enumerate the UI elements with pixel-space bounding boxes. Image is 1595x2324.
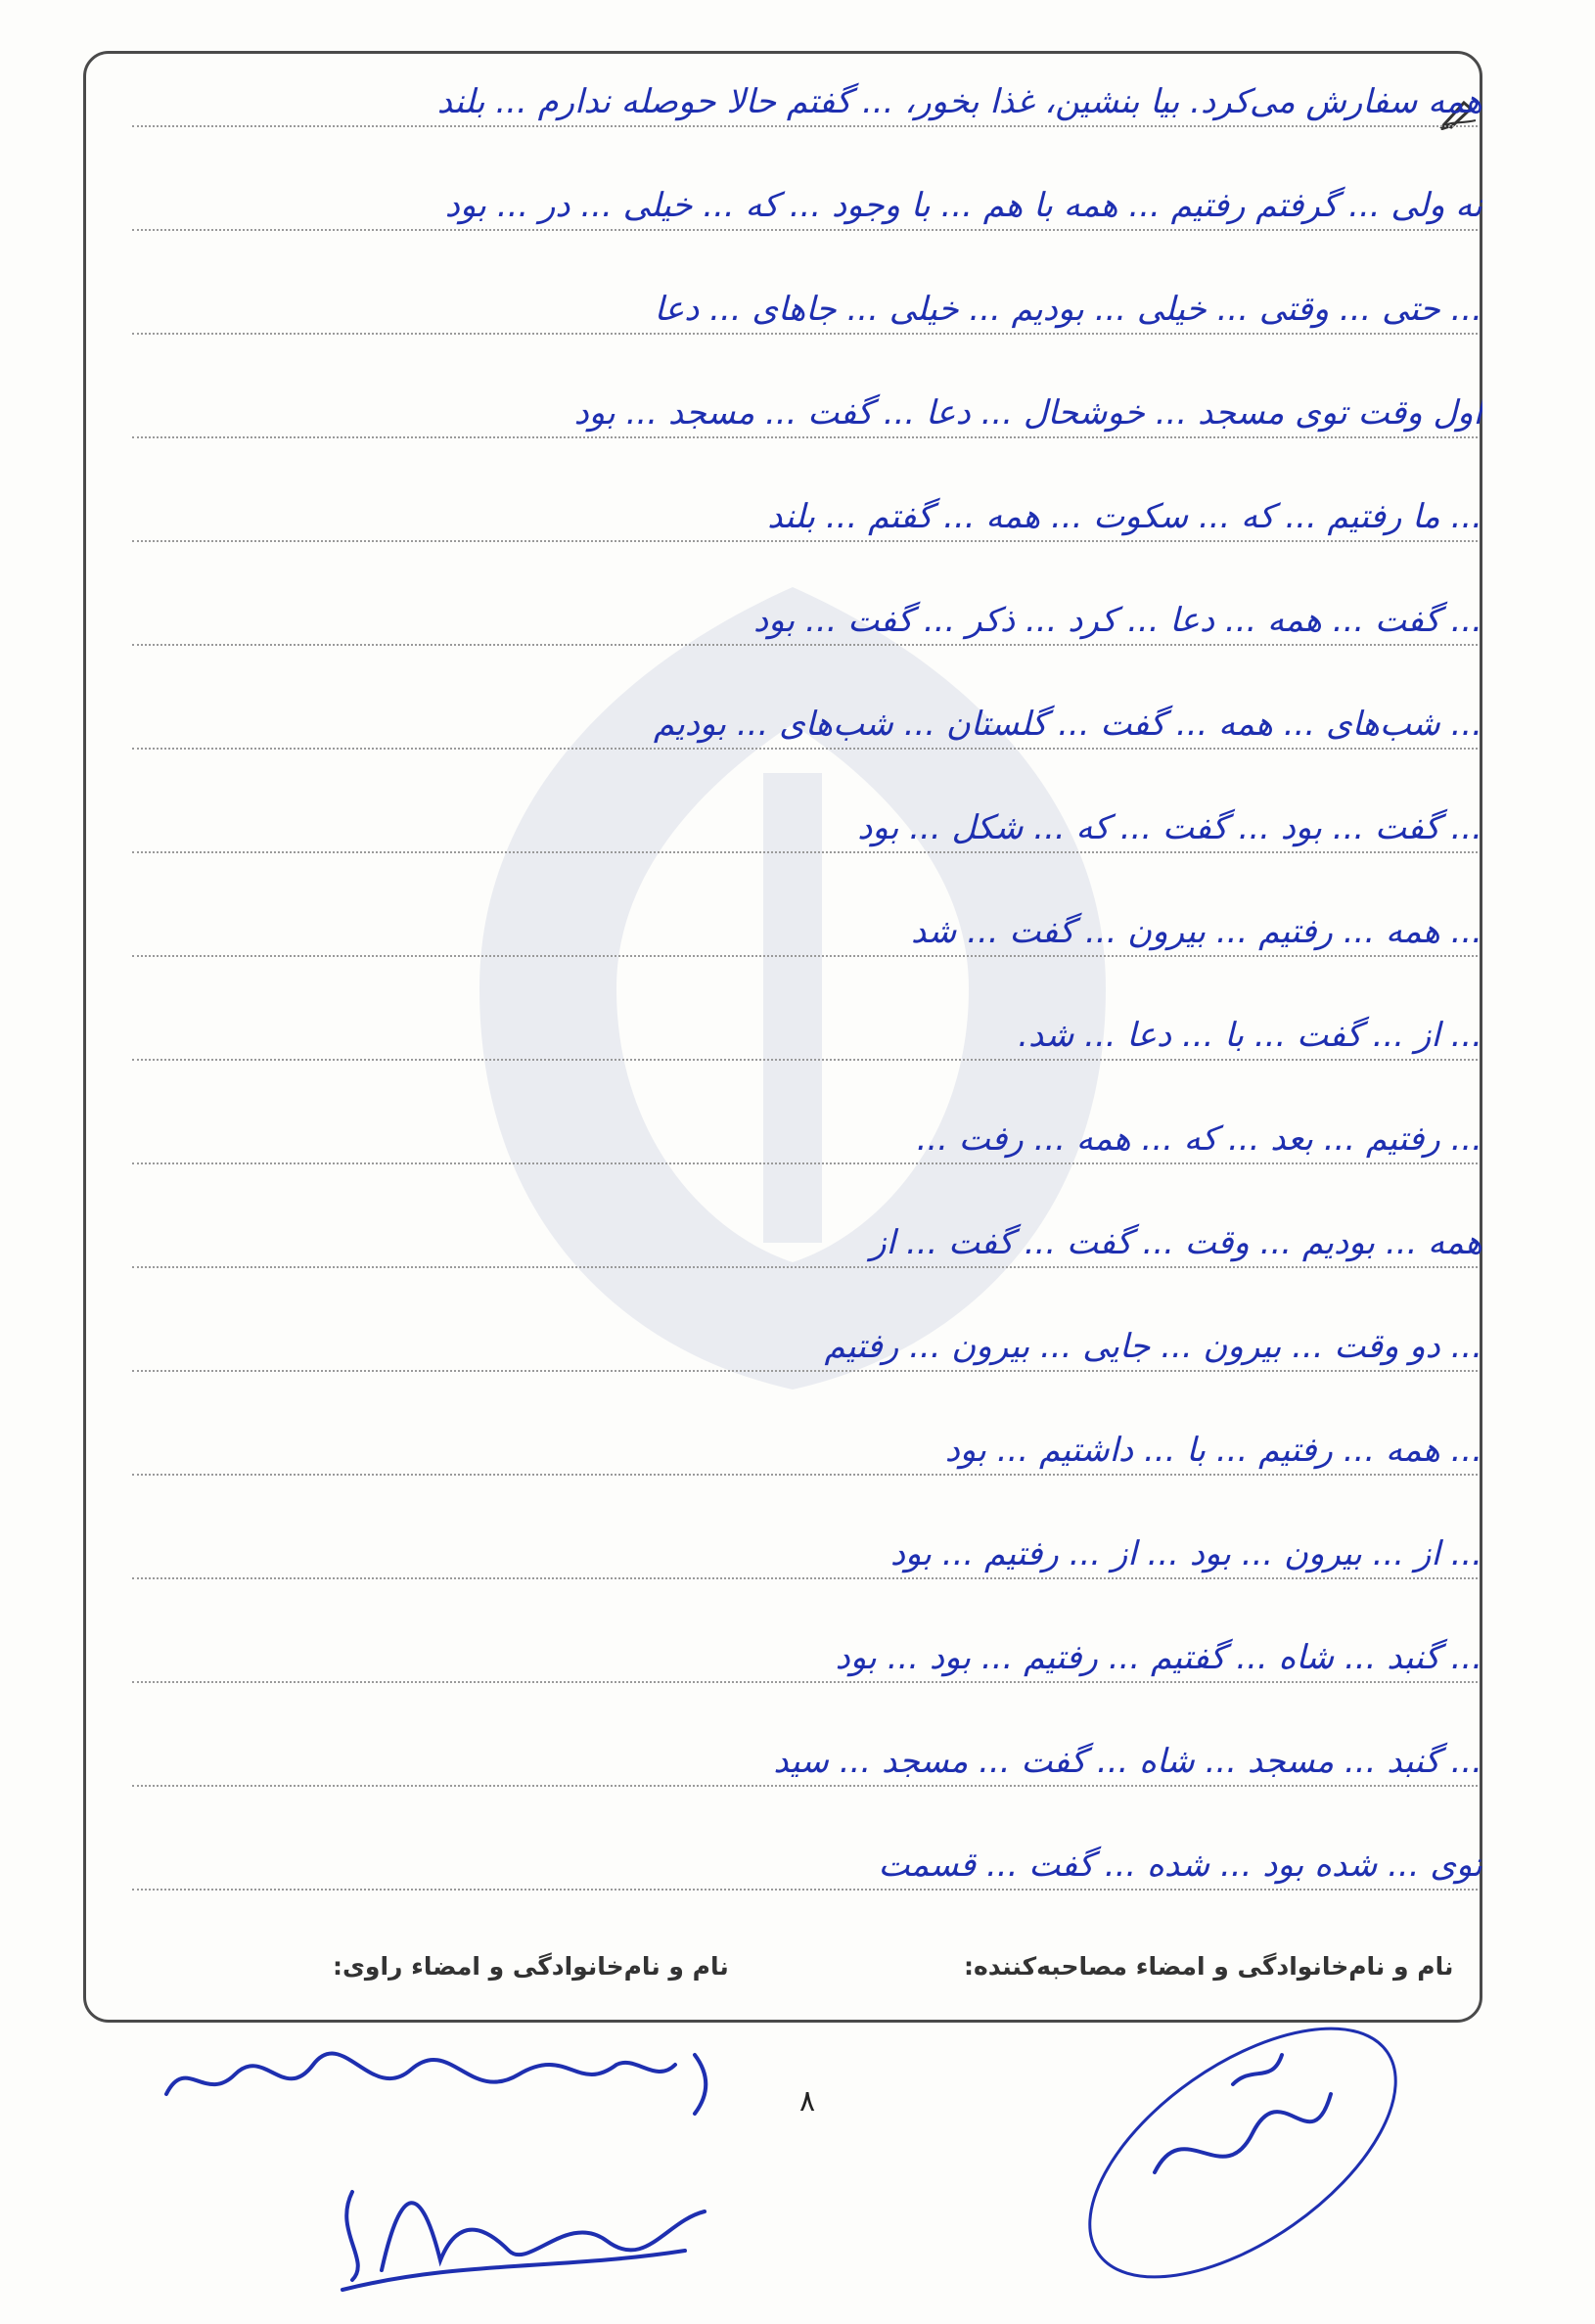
handwritten-line: ... از ... گفت ... با ... دعا ... شد.	[1018, 1016, 1482, 1055]
page-number: ۸	[798, 2084, 816, 2119]
handwritten-line: توی ... شده بود ... شده ... گفت ... قسمت	[878, 1846, 1482, 1885]
handwritten-line: ... گنبد ... مسجد ... شاه ... گفت ... مسجد ... سید	[773, 1742, 1482, 1781]
handwritten-line: ... دو وقت ... بیرون ... جایی ... بیرون ... رفتیم	[824, 1327, 1482, 1366]
interviewer-signature	[1037, 1996, 1478, 2280]
narrator-signature-caption: نام و نام‌خانوادگی و امضاء راوی:	[333, 1952, 729, 1981]
ruled-line	[132, 851, 1478, 853]
interviewer-signature-caption: نام و نام‌خانوادگی و امضاء مصاحبه‌کننده:	[964, 1952, 1454, 1981]
ruled-line	[132, 333, 1478, 335]
handwritten-line: ... گفت ... همه ... دعا ... کرد ... ذکر ... گفت ... بود	[753, 601, 1482, 640]
handwritten-line: ... حتی ... وقتی ... خیلی ... بودیم ... خیلی ... جاهای ... دعا	[654, 290, 1482, 329]
narrator-handwritten-name	[147, 2035, 734, 2123]
handwritten-line: ... از ... بیرون ... بود ... از ... رفتیم ... بود	[889, 1534, 1482, 1573]
ruled-line	[132, 1059, 1478, 1061]
ruled-line	[132, 1474, 1478, 1476]
handwritten-line: ... همه ... رفتیم ... با ... داشتیم ... بود	[944, 1431, 1482, 1470]
narrator-signature	[313, 2153, 724, 2300]
handwritten-line: نه ولی ... گرفتم رفتیم ... همه با هم ... با وجود ... که ... خیلی ... در ... بود	[444, 186, 1482, 225]
ruled-line	[132, 1266, 1478, 1268]
ruled-line	[132, 1785, 1478, 1787]
ruled-line	[132, 1370, 1478, 1372]
ruled-line	[132, 644, 1478, 646]
handwritten-line: همه سفارش می‌کرد. بیا بنشین، غذا بخور، ... گفتم حالا حوصله ندارم ... بلند	[436, 82, 1482, 121]
handwritten-line: ... شب‌های ... همه ... گفت ... گلستان ... شب‌های ... بودیم	[653, 705, 1482, 744]
ruled-line	[132, 1889, 1478, 1891]
ruled-line	[132, 1681, 1478, 1683]
ruled-line	[132, 125, 1478, 127]
handwritten-line: ... همه ... رفتیم ... بیرون ... گفت ... شد	[911, 912, 1482, 951]
ruled-line	[132, 540, 1478, 542]
handwritten-line: همه ... بودیم ... وقت ... گفت ... گفت ... از	[870, 1223, 1482, 1262]
ruled-line	[132, 1162, 1478, 1164]
handwritten-line: ... گنبد ... شاه ... گفتیم ... رفتیم ... بود ... بود	[835, 1638, 1482, 1677]
handwritten-line: اول وقت توی مسجد ... خوشحال ... دعا ... گفت ... مسجد ... بود	[573, 393, 1482, 433]
ruled-line	[132, 436, 1478, 438]
handwritten-line: ... گفت ... بود ... گفت ... که ... شکل ... بود	[857, 808, 1482, 847]
ruled-line	[132, 955, 1478, 957]
handwritten-line: ... رفتیم ... بعد ... که ... همه ... رفت ...	[916, 1119, 1482, 1159]
ruled-line	[132, 748, 1478, 750]
handwritten-line: ... ما رفتیم ... که ... سکوت ... همه ... گفتم ... بلند	[767, 497, 1482, 536]
ruled-line	[132, 1577, 1478, 1579]
ruled-line	[132, 229, 1478, 231]
